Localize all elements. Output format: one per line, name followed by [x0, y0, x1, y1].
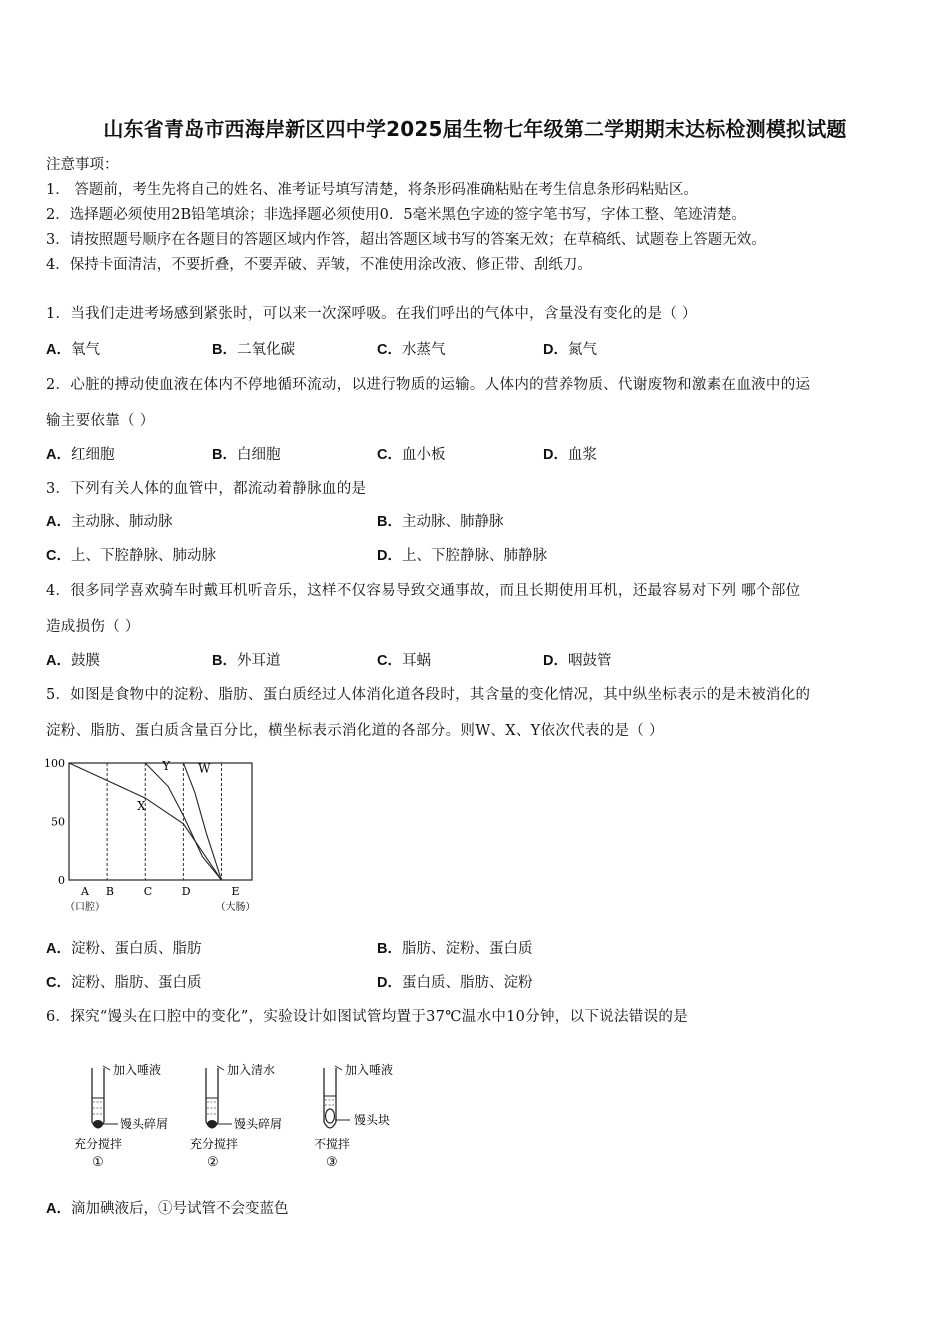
chart-y-tick-label: 100: [44, 757, 65, 770]
notice-item: 1． 答题前，考生先将自己的姓名、准考证号填写清楚，将条形码准确粘贴在考生信息条形码粘贴区。: [46, 182, 698, 198]
q3-option-c: C．上、下腔静脉、肺动脉: [46, 548, 216, 564]
q1-option-b: B．二氧化碳: [212, 342, 295, 358]
page-title: 山东省青岛市西海岸新区四中学2025届生物七年级第二学期期末达标检测模拟试题: [103, 117, 847, 141]
chart-series-label: W: [198, 761, 211, 776]
tube-1-bottom-label: 充分搅拌: [74, 1137, 123, 1151]
tube-2-top-label: 加入清水: [227, 1063, 276, 1077]
q4-option-a: A．鼓膜: [46, 653, 100, 669]
q2-option-c: C．血小板: [377, 447, 446, 463]
chart-x-tick-label: C: [143, 885, 153, 898]
q3-option-a: A．主动脉、肺动脉: [46, 514, 173, 530]
tube-3-number: ③: [326, 1155, 338, 1170]
tube-3-bottom-label: 不搅拌: [314, 1137, 351, 1151]
tube-2-number: ②: [207, 1155, 219, 1170]
tube-1-side-label: 馒头碎屑: [120, 1117, 169, 1131]
chart-x-tick-label: B: [105, 885, 114, 898]
chart-x-tick-note: （口腔）: [65, 902, 105, 913]
question-2-stem: 2．心脏的搏动使血液在体内不停地循环流动，以进行物质的运输。人体内的营养物质、代谢废物和激素在血液中的运: [46, 377, 811, 393]
tube-2-bottom-label: 充分搅拌: [190, 1137, 239, 1151]
chart-y-tick-label: 50: [51, 815, 65, 829]
notice-item: 4．保持卡面清洁，不要折叠，不要弄破、弄皱，不准使用涂改液、修正带、刮纸刀。: [46, 257, 592, 273]
question-3-stem: 3．下列有关人体的血管中，都流动着静脉血的是: [46, 481, 367, 497]
test-tube-2: [190, 1062, 282, 1170]
q2-option-d: D．血浆: [543, 447, 597, 463]
q5-option-d: D．蛋白质、脂肪、淀粉: [377, 975, 533, 991]
q6-option-a: A．滴加碘液后，①号试管不会变蓝色: [46, 1201, 289, 1217]
question-2-stem-cont: 输主要依靠（ ）: [46, 413, 155, 429]
question-6-stem: 6．探究“馒头在口腔中的变化”，实验设计如图试管均置于37℃温水中10分钟，以下说法错误的是: [46, 1009, 688, 1025]
notice-heading: 注意事项：: [46, 157, 119, 173]
question-5-stem: 5．如图是食物中的淀粉、脂肪、蛋白质经过人体消化道各段时，其含量的变化情况，其中纵坐标表示的是未被消化的: [46, 687, 811, 703]
chart-y-tick-label: 0: [58, 874, 65, 887]
chart-series-label: Y: [162, 759, 171, 774]
q4-option-c: C．耳蜗: [377, 653, 431, 669]
chart-frame-box: [69, 763, 252, 880]
question-5-stem-cont: 淀粉、脂肪、蛋白质含量百分比，横坐标表示消化道的各部分。则W、X、Y依次代表的是（ ）: [46, 723, 664, 739]
chart-x-tick-note: （大肠）: [215, 902, 256, 913]
tube-3-side-label: 馒头块: [354, 1113, 391, 1127]
q2-option-a: A．红细胞: [46, 447, 115, 463]
chart-x-tick-label: D: [181, 885, 191, 898]
question-4-stem: 4．很多同学喜欢骑车时戴耳机听音乐，这样不仅容易导致交通事故，而且长期使用耳机，还最容易对下列 哪个部位: [46, 583, 801, 599]
question-4-stem-cont: 造成损伤（ ）: [46, 619, 140, 635]
test-tube-3: [314, 1062, 393, 1170]
q3-option-b: B．主动脉、肺静脉: [377, 514, 504, 530]
chart-x-tick-label: A: [81, 885, 89, 898]
tube-3-top-label: 加入唾液: [345, 1063, 394, 1077]
notice-item: 3．请按照题号顺序在各题目的答题区域内作答，超出答题区域书写的答案无效；在草稿纸、试题卷上答题无效。: [46, 232, 766, 248]
q5-option-b: B．脂肪、淀粉、蛋白质: [377, 941, 533, 957]
test-tube-1: [74, 1062, 168, 1170]
chart-series-label: X: [137, 798, 146, 813]
tube-1-top-label: 加入唾液: [113, 1063, 162, 1077]
notice-item: 2．选择题必须使用2B铅笔填涂；非选择题必须使用0．5毫米黑色字迹的签字笔书写，字体工整、笔迹清楚。: [46, 207, 747, 223]
q4-option-d: D．咽鼓管: [543, 653, 612, 669]
tube-1-number: ①: [92, 1155, 104, 1170]
digestion-chart: [40, 752, 280, 922]
tube-2-side-label: 馒头碎屑: [234, 1117, 283, 1131]
question-1-stem: 1．当我们走进考场感到紧张时，可以来一次深呼吸。在我们呼出的气体中，含量没有变化的是（ ）: [46, 306, 697, 322]
q1-option-d: D．氮气: [543, 342, 597, 358]
q3-option-d: D．上、下腔静脉、肺静脉: [377, 548, 547, 564]
chart-x-tick-label: E: [231, 885, 240, 898]
q1-option-c: C．水蒸气: [377, 342, 446, 358]
test-tube-figure: [70, 1058, 410, 1178]
q5-option-a: A．淀粉、蛋白质、脂肪: [46, 941, 202, 957]
q5-option-c: C．淀粉、脂肪、蛋白质: [46, 975, 202, 991]
q2-option-b: B．白细胞: [212, 447, 281, 463]
q1-option-a: A．氧气: [46, 342, 100, 358]
q4-option-b: B．外耳道: [212, 653, 281, 669]
